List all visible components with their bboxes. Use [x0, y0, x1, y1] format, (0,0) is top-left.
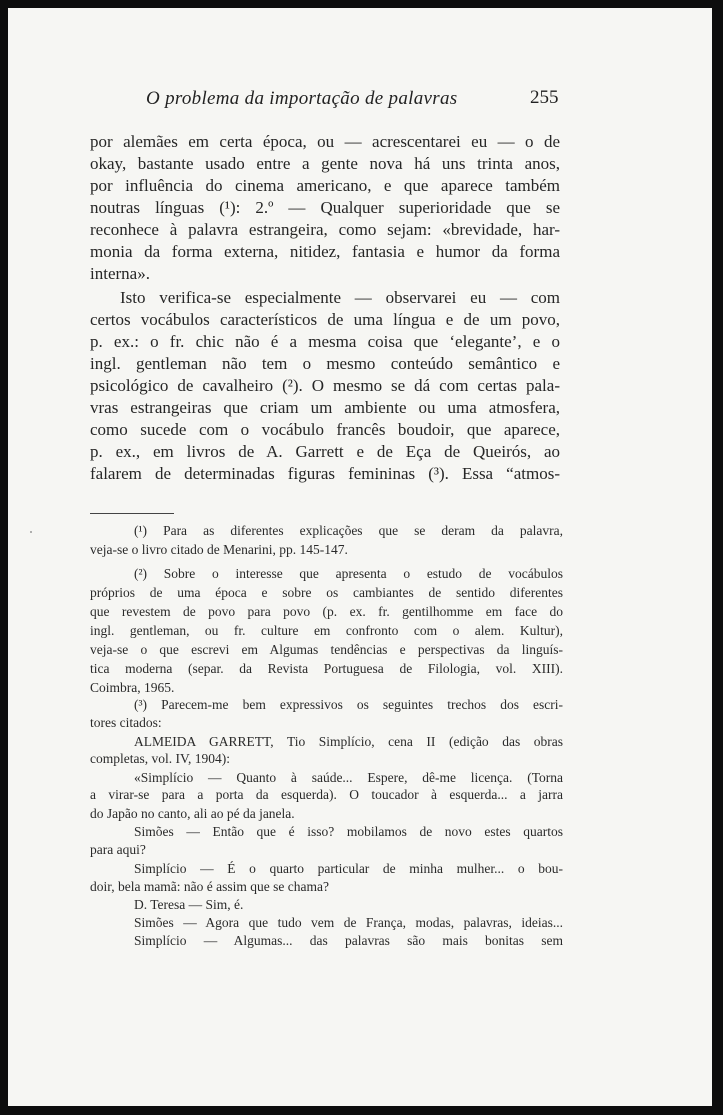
body-line: falarem de determinadas figuras femininas (³). Essa “atmos- [90, 464, 560, 483]
body-line: monia da forma externa, nitidez, fantasia e humor da forma [90, 242, 560, 261]
footnote-line: tores citados: [90, 715, 162, 730]
footnote-line: do Japão no canto, ali ao pé da janela. [90, 806, 295, 821]
footnote-line: tica moderna (separ. da Revista Portuguesa de Filologia, vol. XIII). [90, 661, 563, 676]
body-line: como sucede com o vocábulo francês boudoir, que aparece, [90, 420, 560, 439]
body-line: vras estrangeiras que criam um ambiente ou uma atmosfera, [90, 398, 560, 417]
page-number: 255 [530, 87, 559, 108]
body-line: Isto verifica-se especialmente — observarei eu — com [120, 288, 560, 307]
running-title: O problema da importação de palavras [146, 88, 458, 109]
footnote-line: ALMEIDA GARRETT, Tio Simplício, cena II (edição das obras [134, 734, 563, 749]
footnote-line: (¹) Para as diferentes explicações que se deram da palavra, [134, 523, 563, 538]
footnote-line: a virar-se para a porta da esquerda). O toucador à esquerda... a jarra [90, 787, 563, 802]
body-line: ingl. gentleman não tem o mesmo conteúdo semântico e [90, 354, 560, 373]
body-line: p. ex.: o fr. chic não é a mesma coisa que ‘elegante’, e o [90, 332, 560, 351]
body-line: reconhece à palavra estrangeira, como sejam: «brevidade, har- [90, 220, 560, 239]
footnote-line: Simões — Então que é isso? mobilamos de novo estes quartos [134, 824, 563, 839]
footnote-line: ingl. gentleman, ou fr. culture em confronto com o alem. Kultur), [90, 623, 563, 638]
footnote-line: «Simplício — Quanto à saúde... Espere, dê-me licença. (Torna [134, 770, 563, 785]
body-line: por alemães em certa época, ou — acrescentarei eu — o de [90, 132, 560, 151]
footnote-line: Simões — Agora que tudo vem de França, modas, palavras, ideias... [134, 915, 563, 930]
footnote-line: que revestem de povo para povo (p. ex. fr. gentilhomme em face do [90, 604, 563, 619]
body-line: por influência do cinema americano, e que aparece também [90, 176, 560, 195]
body-line: noutras línguas (¹): 2.º — Qualquer superioridade que se [90, 198, 560, 217]
footnote-rule [90, 513, 174, 514]
footnote-line: completas, vol. IV, 1904): [90, 751, 230, 766]
footnote-line: Simplício — Algumas... das palavras são mais bonitas sem [134, 933, 563, 948]
body-line: p. ex., em livros de A. Garrett e de Eça de Queirós, ao [90, 442, 560, 461]
body-line: psicológico de cavalheiro (²). O mesmo se dá com certas pala- [90, 376, 560, 395]
footnote-line: próprios de uma época e sobre os cambiantes de sentido diferentes [90, 585, 563, 600]
footnote-line: (³) Parecem-me bem expressivos os seguintes trechos dos escri- [134, 697, 563, 712]
footnote-line: (²) Sobre o interesse que apresenta o estudo de vocábulos [134, 566, 563, 581]
body-line: interna». [90, 264, 150, 283]
footnote-line: veja-se o livro citado de Menarini, pp. 145-147. [90, 542, 348, 557]
footnote-line: veja-se o que escrevi em Algumas tendências e perspectivas da linguís- [90, 642, 563, 657]
footnote-line: D. Teresa — Sim, é. [134, 897, 244, 912]
scan-border [712, 0, 723, 1115]
footnote-line: Simplício — É o quarto particular de minha mulher... o bou- [134, 861, 563, 876]
footnote-line: doir, bela mamã: não é assim que se chama? [90, 879, 329, 894]
body-line: certos vocábulos característicos de uma língua e de um povo, [90, 310, 560, 329]
footnote-line: para aqui? [90, 842, 146, 857]
footnote-line: Coimbra, 1965. [90, 680, 175, 695]
body-line: okay, bastante usado entre a gente nova há uns trinta anos, [90, 154, 560, 173]
scan-speck [30, 531, 32, 533]
